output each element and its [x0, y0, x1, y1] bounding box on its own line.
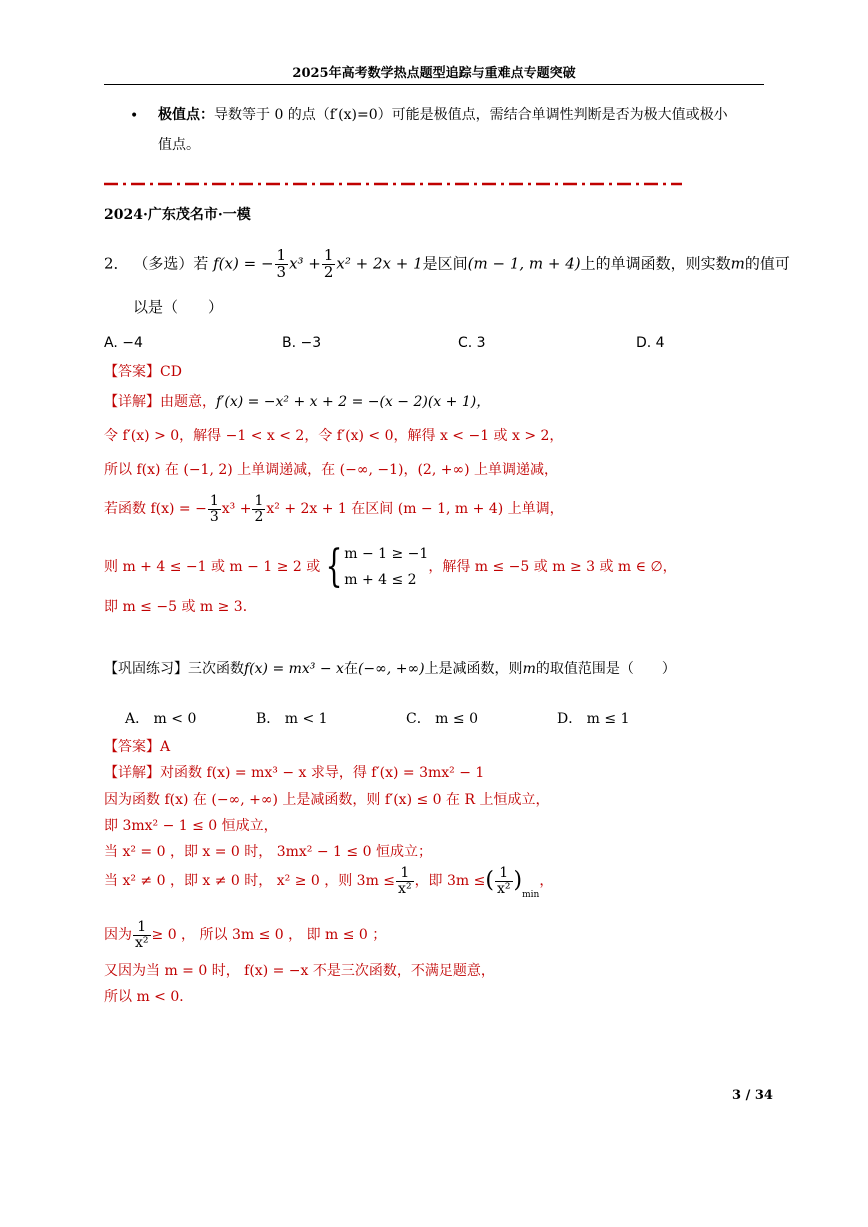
q2-interval: (m − 1, m + 4)	[467, 254, 581, 273]
practice-var: m	[522, 661, 536, 677]
bullet-text-1: 导数等于 0 的点（f′(x)=0）可能是极值点，需结合单调性判断是否为极大值或极小	[214, 107, 728, 123]
practice-detail-5b: ，即 3m ≤	[414, 873, 486, 890]
q2-detail-line-2: 令 f′(x) > 0，解得 −1 < x < 2，令 f′(x) < 0，解得 x < −1 或 x > 2，	[104, 428, 564, 444]
q2-option-b: B. −3	[282, 335, 322, 351]
practice-detail-6b: ≥ 0 ， 所以 3m ≤ 0 ， 即 m ≤ 0 ；	[151, 927, 387, 944]
q2-stem-line-1	[104, 248, 790, 281]
q2-detail-line-5	[104, 541, 677, 593]
q2-answer: 【答案】CD	[104, 364, 182, 380]
q2-option-d: D. 4	[636, 335, 665, 351]
practice-detail-5c: ，	[539, 873, 554, 890]
q2-detail-frac-half: $\frac{1}{2}$	[254, 493, 264, 525]
practice-option-a: A． m < 0	[125, 711, 197, 727]
practice-detail-line-4: 当 x² = 0 ，即 x = 0 时， 3mx² − 1 ≤ 0 恒成立；	[104, 844, 432, 860]
bullet-line-1	[158, 104, 728, 124]
q2-term-1: x³ +	[289, 254, 321, 273]
q2-detail-1a: 由题意，	[160, 394, 216, 410]
bullet-line-2: 值点。	[158, 137, 200, 153]
practice-stem	[104, 658, 676, 678]
practice-text-4: 的取值范围是（ ）	[535, 661, 676, 677]
q2-var: m	[730, 254, 745, 273]
q2-detail-1b: f′(x) = −x² + x + 2 = −(x − 2)(x + 1)，	[216, 394, 491, 410]
practice-text-3: 上是减函数，则	[424, 661, 523, 677]
practice-frac-2: $\frac{1}{\text{x²}}$	[135, 919, 149, 951]
q2-text-2: 是区间	[422, 254, 468, 273]
q2-detail-line-3: 所以 f(x) 在 (−1, 2) 上单调递减，在 (−∞, −1)，(2, +∞) 上单调递减，	[104, 462, 559, 478]
q2-detail-5b: ，解得 m ≤ −5 或 m ≥ 3 或 m ∈ ∅，	[428, 559, 677, 575]
q2-detail-5a: 则 m + 4 ≤ −1 或 m − 1 ≥ 2 或	[104, 559, 321, 575]
q2-detail-line-1	[104, 391, 490, 411]
header-rule	[104, 84, 764, 85]
source-label: 2024·广东茂名市·一模	[104, 207, 251, 223]
page-number: 3 / 34	[732, 1088, 773, 1103]
practice-detail-1b: 对函数 f(x) = mx³ − x 求导，得 f′(x) = 3mx² − 1	[160, 765, 485, 781]
practice-func: f(x) = mx³ − x	[244, 661, 344, 677]
practice-option-b: B． m < 1	[256, 711, 328, 727]
page-header: 2025年高考数学热点题型追踪与重难点专题突破	[292, 66, 576, 81]
q2-text-3: 上的单调函数，则实数	[580, 254, 731, 273]
section-divider	[104, 179, 682, 189]
practice-option-d: D． m ≤ 1	[557, 711, 630, 727]
q2-func: f(x) = −	[213, 254, 274, 273]
q2-number: 2．	[104, 254, 129, 273]
practice-label: 【巩固练习】	[104, 661, 188, 677]
system-brace: {	[325, 541, 343, 592]
system-row-1: m − 1 ≥ −1	[344, 546, 429, 562]
min-subscript: min	[522, 890, 540, 901]
bullet-term: 极值点：	[158, 107, 214, 123]
q2-term-2: x² + 2x + 1	[336, 254, 423, 273]
practice-paren-frac: ( $\frac{1}{\text{x²}}$ )$_{min}$	[485, 865, 540, 901]
practice-detail-line-2: 因为函数 f(x) 在 (−∞, +∞) 上是减函数，则 f′(x) ≤ 0 在 R 上恒成立，	[104, 792, 550, 808]
practice-text-2: 在	[343, 661, 358, 677]
q2-stem-line-2: 以是（ ）	[133, 298, 224, 316]
practice-detail-label: 【详解】	[104, 765, 160, 781]
practice-detail-line-6	[104, 920, 386, 950]
bullet-dot: •	[130, 108, 139, 124]
q2-detail-line-4	[104, 494, 564, 524]
q2-detail-4b: x³ +	[221, 501, 252, 518]
q2-text-4: 的值可	[744, 254, 790, 273]
q2-option-a: A. −4	[104, 335, 143, 351]
practice-frac-1: $\frac{1}{\text{x²}}$	[398, 865, 412, 897]
practice-interval: (−∞, +∞)	[357, 661, 425, 677]
practice-detail-line-5	[104, 866, 553, 900]
q2-detail-4a: 若函数 f(x) = −	[104, 501, 207, 518]
q2-option-c: C. 3	[458, 335, 486, 351]
inequality-system	[344, 541, 428, 593]
practice-detail-line-1	[104, 762, 484, 782]
practice-detail-line-7: 又因为当 m = 0 时， f(x) = −x 不是三次函数，不满足题意，	[104, 963, 495, 979]
q2-frac-third: $\frac{1}{3}$	[276, 246, 287, 281]
practice-detail-5a: 当 x² ≠ 0 ，即 x ≠ 0 时， x² ≥ 0 ，则 3m ≤	[104, 873, 396, 890]
practice-text-1: 三次函数	[188, 661, 244, 677]
practice-detail-line-8: 所以 m < 0．	[104, 989, 194, 1005]
practice-detail-line-3: 即 3mx² − 1 ≤ 0 恒成立，	[104, 818, 278, 834]
practice-answer: 【答案】A	[104, 739, 171, 755]
q2-detail-line-6: 即 m ≤ −5 或 m ≥ 3．	[104, 599, 257, 615]
q2-detail-frac-third: $\frac{1}{3}$	[209, 493, 219, 525]
q2-detail-label: 【详解】	[104, 394, 160, 410]
practice-option-c: C． m ≤ 0	[406, 711, 478, 727]
q2-frac-half: $\frac{1}{2}$	[323, 246, 334, 281]
practice-detail-6a: 因为	[104, 927, 132, 944]
q2-type: （多选）若	[133, 254, 209, 273]
q2-detail-4c: x² + 2x + 1 在区间 (m − 1, m + 4) 上单调，	[266, 501, 564, 518]
system-row-2: m + 4 ≤ 2	[344, 572, 417, 588]
